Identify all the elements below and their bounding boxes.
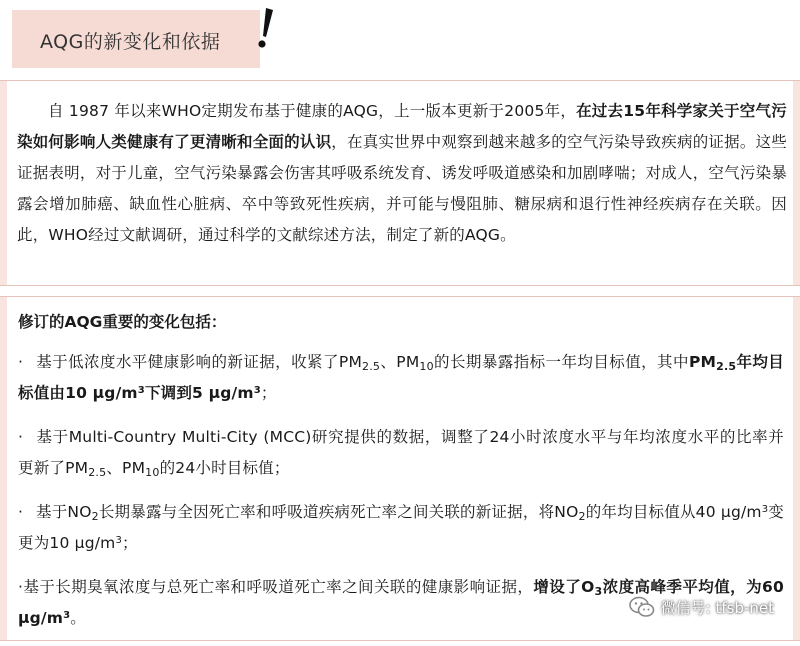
changes-heading: 修订的AQG重要的变化包括： [18, 313, 227, 331]
change-text: ； [260, 384, 277, 402]
subscript: 2.5 [88, 466, 107, 479]
change-text: 基于长期臭氧浓度与总死亡率和呼吸道死亡率之间关联的健康影响证据， [23, 578, 534, 596]
change-text: 的长期暴露指标一年均目标值，其中 [433, 353, 689, 371]
bold-text: 浓度高峰季平均值，为60 μg/m [18, 578, 784, 627]
bullet: · [18, 578, 24, 596]
change-text: 、PM [106, 459, 146, 477]
change-text: 长期暴露与全因死亡率和呼吸道疾病死亡率之间关联的新证据，将NO [98, 503, 579, 521]
change-text: 。 [70, 609, 86, 627]
bold-text: PM [688, 353, 717, 371]
subscript: 2 [578, 510, 586, 523]
subscript: 2.5 [716, 360, 737, 373]
subscript: 2 [91, 510, 99, 523]
change-text: 基于NO [36, 503, 92, 521]
superscript: 3 [253, 385, 261, 396]
bold-text: 年均目标值由10 μg/m [18, 353, 785, 402]
intro-text-1: 自 1987 年以来WHO定期发布基于健康的AQG，上一版本更新于2005年， [48, 102, 577, 120]
section-title: AQG的新变化和依据 [40, 31, 221, 53]
superscript: 3 [761, 504, 769, 515]
exclamation-icon [256, 6, 276, 50]
subscript: 10 [145, 466, 160, 479]
change-text: 变更为10 μg/m [18, 503, 785, 552]
change-text: 的24小时目标值； [159, 459, 290, 477]
bullet: · [18, 503, 24, 521]
subscript: 10 [419, 360, 434, 373]
wechat-watermark [629, 596, 774, 618]
bullet: · [18, 428, 24, 446]
change-item [18, 347, 784, 409]
intro-text-bold: 在过去15年科学家关于空气污染如何影响人类健康有了更清晰和全面的认识 [17, 102, 787, 151]
change-text: 、PM [380, 353, 420, 371]
change-text: 的年均目标值从40 μg/m [585, 503, 762, 521]
change-item [18, 422, 784, 484]
intro-text-2: ，在真实世界中观察到越来越多的空气污染导致疾病的证据。这些证据表明，对于儿童，空气污染暴露会伤害其呼吸系统发育、诱发呼吸道感染和加剧哮喘；对成人，空气污染暴露会增加肺癌、缺血性心脏病、卒中等致死性疾病，并可能与慢阻肺、糖尿病和退行性神经疾病存在关联。因此，WHO经过文献调研，通过科学的文献综述方法，制定了新的AQG。 [17, 133, 787, 244]
section-header [12, 10, 260, 68]
intro-paragraph [17, 96, 787, 251]
wechat-icon [629, 596, 655, 618]
superscript: 3 [137, 385, 145, 396]
bold-text: 下调到5 μg/m [144, 384, 254, 402]
change-item [18, 497, 784, 559]
changes-section [0, 296, 800, 641]
change-text: 基于低浓度水平健康影响的新证据，收紧了PM [36, 353, 363, 371]
subscript: 2.5 [362, 360, 381, 373]
subscript: 3 [594, 585, 603, 598]
bullet: · [18, 353, 24, 371]
superscript: 3 [63, 610, 71, 621]
bold-text: 增设了O [533, 578, 595, 596]
change-text: 基于Multi-Country Multi-City (MCC)研究提供的数据，调整了24小时浓度水平与年均浓度水平的比率并更新了PM [18, 428, 784, 477]
watermark-text: 微信号: tfsb-net [660, 598, 774, 617]
intro-section [0, 80, 800, 286]
superscript: 3 [115, 535, 123, 546]
change-text: ； [122, 534, 138, 552]
